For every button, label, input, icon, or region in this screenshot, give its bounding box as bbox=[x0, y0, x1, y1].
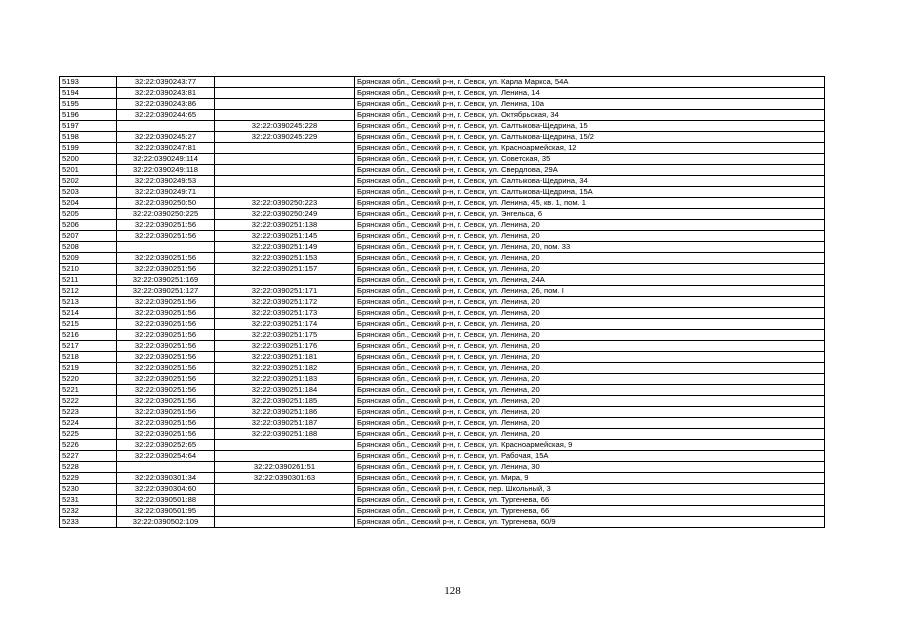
row-number-cell: 5205 bbox=[60, 209, 117, 220]
table-row bbox=[60, 209, 825, 220]
address-cell: Брянская обл., Севский р-н, г. Севск, ул. Красноармейская, 9 bbox=[355, 440, 825, 451]
address-cell: Брянская обл., Севский р-н, г. Севск, ул. Советская, 35 bbox=[355, 154, 825, 165]
cadastral-number-cell: 32:22:0390243:86 bbox=[117, 99, 215, 110]
cadastral-number-cell: 32:22:0390251:56 bbox=[117, 231, 215, 242]
cadastral-number-cell: 32:22:0390251:56 bbox=[117, 308, 215, 319]
address-cell: Брянская обл., Севский р-н, г. Севск, ул. Ленина, 20 bbox=[355, 396, 825, 407]
cadastral-number-cell: 32:22:0390501:95 bbox=[117, 506, 215, 517]
row-number-cell: 5229 bbox=[60, 473, 117, 484]
row-number-cell: 5214 bbox=[60, 308, 117, 319]
row-number-cell: 5211 bbox=[60, 275, 117, 286]
address-cell: Брянская обл., Севский р-н, г. Севск, ул. Ленина, 20 bbox=[355, 363, 825, 374]
address-cell: Брянская обл., Севский р-н, г. Севск, ул. Ленина, 26, пом. I bbox=[355, 286, 825, 297]
address-cell: Брянская обл., Севский р-н, г. Севск, ул. Ленина, 20 bbox=[355, 231, 825, 242]
table-row bbox=[60, 297, 825, 308]
object-cadastral-number-cell: 32:22:0390251:145 bbox=[215, 231, 355, 242]
address-cell: Брянская обл., Севский р-н, г. Севск, ул. Ленина, 20 bbox=[355, 352, 825, 363]
row-number-cell: 5222 bbox=[60, 396, 117, 407]
object-cadastral-number-cell: 32:22:0390250:249 bbox=[215, 209, 355, 220]
cadastral-number-cell: 32:22:0390501:88 bbox=[117, 495, 215, 506]
cadastral-number-cell bbox=[117, 462, 215, 473]
cadastral-number-cell: 32:22:0390251:56 bbox=[117, 385, 215, 396]
row-number-cell: 5232 bbox=[60, 506, 117, 517]
table-row bbox=[60, 121, 825, 132]
table-row bbox=[60, 440, 825, 451]
cadastral-number-cell: 32:22:0390251:56 bbox=[117, 407, 215, 418]
table-row bbox=[60, 253, 825, 264]
address-cell: Брянская обл., Севский р-н, г. Севск, ул. Энгельса, 6 bbox=[355, 209, 825, 220]
cadastral-number-cell: 32:22:0390251:56 bbox=[117, 330, 215, 341]
cadastral-number-cell: 32:22:0390251:56 bbox=[117, 341, 215, 352]
table-row bbox=[60, 484, 825, 495]
object-cadastral-number-cell: 32:22:0390251:176 bbox=[215, 341, 355, 352]
table-row bbox=[60, 352, 825, 363]
table-row bbox=[60, 88, 825, 99]
address-cell: Брянская обл., Севский р-н, г. Севск, ул. Ленина, 30 bbox=[355, 462, 825, 473]
table-row bbox=[60, 407, 825, 418]
row-number-cell: 5201 bbox=[60, 165, 117, 176]
object-cadastral-number-cell bbox=[215, 451, 355, 462]
row-number-cell: 5207 bbox=[60, 231, 117, 242]
cadastral-number-cell: 32:22:0390245:27 bbox=[117, 132, 215, 143]
table-row bbox=[60, 429, 825, 440]
address-cell: Брянская обл., Севский р-н, г. Севск, ул. Карла Маркса, 54А bbox=[355, 77, 825, 88]
row-number-cell: 5217 bbox=[60, 341, 117, 352]
address-cell: Брянская обл., Севский р-н, г. Севск, ул. Ленина, 20 bbox=[355, 341, 825, 352]
object-cadastral-number-cell: 32:22:0390251:188 bbox=[215, 429, 355, 440]
cadastral-number-cell: 32:22:0390251:56 bbox=[117, 220, 215, 231]
object-cadastral-number-cell: 32:22:0390251:183 bbox=[215, 374, 355, 385]
row-number-cell: 5219 bbox=[60, 363, 117, 374]
row-number-cell: 5208 bbox=[60, 242, 117, 253]
cadastral-number-cell: 32:22:0390249:114 bbox=[117, 154, 215, 165]
cadastral-number-cell: 32:22:0390247:81 bbox=[117, 143, 215, 154]
object-cadastral-number-cell bbox=[215, 495, 355, 506]
address-cell: Брянская обл., Севский р-н, г. Севск, ул. Салтыкова-Щедрина, 34 bbox=[355, 176, 825, 187]
object-cadastral-number-cell: 32:22:0390251:173 bbox=[215, 308, 355, 319]
table-row bbox=[60, 99, 825, 110]
table-row bbox=[60, 374, 825, 385]
row-number-cell: 5195 bbox=[60, 99, 117, 110]
object-cadastral-number-cell: 32:22:0390251:153 bbox=[215, 253, 355, 264]
object-cadastral-number-cell: 32:22:0390251:181 bbox=[215, 352, 355, 363]
row-number-cell: 5204 bbox=[60, 198, 117, 209]
table-row bbox=[60, 319, 825, 330]
address-cell: Брянская обл., Севский р-н, г. Севск, ул. Ленина, 20 bbox=[355, 264, 825, 275]
row-number-cell: 5226 bbox=[60, 440, 117, 451]
object-cadastral-number-cell: 32:22:0390250:223 bbox=[215, 198, 355, 209]
table-row bbox=[60, 220, 825, 231]
object-cadastral-number-cell bbox=[215, 77, 355, 88]
row-number-cell: 5198 bbox=[60, 132, 117, 143]
row-number-cell: 5216 bbox=[60, 330, 117, 341]
cadastral-number-cell: 32:22:0390251:56 bbox=[117, 429, 215, 440]
row-number-cell: 5200 bbox=[60, 154, 117, 165]
row-number-cell: 5206 bbox=[60, 220, 117, 231]
row-number-cell: 5224 bbox=[60, 418, 117, 429]
row-number-cell: 5218 bbox=[60, 352, 117, 363]
row-number-cell: 5231 bbox=[60, 495, 117, 506]
address-cell: Брянская обл., Севский р-н, г. Севск, ул. Ленина, 20 bbox=[355, 308, 825, 319]
row-number-cell: 5213 bbox=[60, 297, 117, 308]
row-number-cell: 5210 bbox=[60, 264, 117, 275]
address-cell: Брянская обл., Севский р-н, г. Севск, ул. Тургенева, 60/9 bbox=[355, 517, 825, 528]
address-cell: Брянская обл., Севский р-н, г. Севск, ул. Ленина, 14 bbox=[355, 88, 825, 99]
table-row bbox=[60, 396, 825, 407]
address-cell: Брянская обл., Севский р-н, г. Севск, ул. Свердлова, 29А bbox=[355, 165, 825, 176]
registry-table-body bbox=[60, 77, 825, 528]
table-row bbox=[60, 451, 825, 462]
address-cell: Брянская обл., Севский р-н, г. Севск, ул. Мира, 9 bbox=[355, 473, 825, 484]
address-cell: Брянская обл., Севский р-н, г. Севск, ул. Салтыкова-Щедрина, 15А bbox=[355, 187, 825, 198]
table-row bbox=[60, 418, 825, 429]
address-cell: Брянская обл., Севский р-н, г. Севск, ул. Тургенева, 66 bbox=[355, 506, 825, 517]
object-cadastral-number-cell bbox=[215, 88, 355, 99]
address-cell: Брянская обл., Севский р-н, г. Севск, ул. Ленина, 20 bbox=[355, 385, 825, 396]
row-number-cell: 5225 bbox=[60, 429, 117, 440]
address-cell: Брянская обл., Севский р-н, г. Севск, ул. Салтыкова-Щедрина, 15 bbox=[355, 121, 825, 132]
cadastral-number-cell: 32:22:0390251:56 bbox=[117, 319, 215, 330]
table-row bbox=[60, 154, 825, 165]
row-number-cell: 5193 bbox=[60, 77, 117, 88]
table-row bbox=[60, 187, 825, 198]
address-cell: Брянская обл., Севский р-н, г. Севск, ул. Ленина, 20 bbox=[355, 220, 825, 231]
table-row bbox=[60, 176, 825, 187]
cadastral-number-cell: 32:22:0390251:56 bbox=[117, 396, 215, 407]
address-cell: Брянская обл., Севский р-н, г. Севск, ул. Рабочая, 15А bbox=[355, 451, 825, 462]
table-row bbox=[60, 242, 825, 253]
object-cadastral-number-cell bbox=[215, 110, 355, 121]
object-cadastral-number-cell: 32:22:0390251:175 bbox=[215, 330, 355, 341]
row-number-cell: 5209 bbox=[60, 253, 117, 264]
row-number-cell: 5203 bbox=[60, 187, 117, 198]
table-row bbox=[60, 330, 825, 341]
address-cell: Брянская обл., Севский р-н, г. Севск, ул. Ленина, 45, кв. 1, пом. 1 bbox=[355, 198, 825, 209]
cadastral-number-cell: 32:22:0390251:56 bbox=[117, 264, 215, 275]
object-cadastral-number-cell: 32:22:0390251:157 bbox=[215, 264, 355, 275]
cadastral-number-cell: 32:22:0390252:65 bbox=[117, 440, 215, 451]
cadastral-number-cell: 32:22:0390250:225 bbox=[117, 209, 215, 220]
address-cell: Брянская обл., Севский р-н, г. Севск, ул. Ленина, 20 bbox=[355, 407, 825, 418]
row-number-cell: 5202 bbox=[60, 176, 117, 187]
registry-table bbox=[59, 76, 825, 528]
address-cell: Брянская обл., Севский р-н, г. Севск, ул. Ленина, 20 bbox=[355, 418, 825, 429]
object-cadastral-number-cell: 32:22:0390251:184 bbox=[215, 385, 355, 396]
cadastral-number-cell: 32:22:0390251:169 bbox=[117, 275, 215, 286]
table-row bbox=[60, 473, 825, 484]
cadastral-number-cell: 32:22:0390251:127 bbox=[117, 286, 215, 297]
cadastral-number-cell: 32:22:0390249:118 bbox=[117, 165, 215, 176]
address-cell: Брянская обл., Севский р-н, г. Севск, ул. Ленина, 20 bbox=[355, 330, 825, 341]
table-row bbox=[60, 143, 825, 154]
object-cadastral-number-cell: 32:22:0390251:186 bbox=[215, 407, 355, 418]
row-number-cell: 5197 bbox=[60, 121, 117, 132]
address-cell: Брянская обл., Севский р-н, г. Севск, ул. Ленина, 20 bbox=[355, 297, 825, 308]
address-cell: Брянская обл., Севский р-н, г. Севск, ул. Ленина, 20 bbox=[355, 253, 825, 264]
cadastral-number-cell: 32:22:0390244:65 bbox=[117, 110, 215, 121]
cadastral-number-cell bbox=[117, 121, 215, 132]
address-cell: Брянская обл., Севский р-н, г. Севск, пер. Школьный, 3 bbox=[355, 484, 825, 495]
object-cadastral-number-cell bbox=[215, 506, 355, 517]
address-cell: Брянская обл., Севский р-н, г. Севск, ул. Ленина, 20, пом. 33 bbox=[355, 242, 825, 253]
object-cadastral-number-cell: 32:22:0390251:187 bbox=[215, 418, 355, 429]
table-row bbox=[60, 275, 825, 286]
page-number: 128 bbox=[444, 585, 461, 597]
object-cadastral-number-cell bbox=[215, 187, 355, 198]
row-number-cell: 5194 bbox=[60, 88, 117, 99]
object-cadastral-number-cell: 32:22:0390251:174 bbox=[215, 319, 355, 330]
row-number-cell: 5212 bbox=[60, 286, 117, 297]
row-number-cell: 5233 bbox=[60, 517, 117, 528]
address-cell: Брянская обл., Севский р-н, г. Севск, ул. Красноармейская, 12 bbox=[355, 143, 825, 154]
table-row bbox=[60, 495, 825, 506]
object-cadastral-number-cell: 32:22:0390251:172 bbox=[215, 297, 355, 308]
table-row bbox=[60, 286, 825, 297]
object-cadastral-number-cell bbox=[215, 440, 355, 451]
object-cadastral-number-cell bbox=[215, 154, 355, 165]
cadastral-number-cell: 32:22:0390251:56 bbox=[117, 297, 215, 308]
cadastral-number-cell: 32:22:0390250:50 bbox=[117, 198, 215, 209]
address-cell: Брянская обл., Севский р-н, г. Севск, ул. Тургенева, 66 bbox=[355, 495, 825, 506]
table-row bbox=[60, 165, 825, 176]
table-row bbox=[60, 385, 825, 396]
cadastral-number-cell: 32:22:0390251:56 bbox=[117, 374, 215, 385]
cadastral-number-cell: 32:22:0390251:56 bbox=[117, 253, 215, 264]
object-cadastral-number-cell bbox=[215, 143, 355, 154]
address-cell: Брянская обл., Севский р-н, г. Севск, ул. Ленина, 20 bbox=[355, 374, 825, 385]
object-cadastral-number-cell: 32:22:0390261:51 bbox=[215, 462, 355, 473]
table-row bbox=[60, 506, 825, 517]
table-row bbox=[60, 231, 825, 242]
table-row bbox=[60, 132, 825, 143]
row-number-cell: 5215 bbox=[60, 319, 117, 330]
object-cadastral-number-cell: 32:22:0390245:229 bbox=[215, 132, 355, 143]
row-number-cell: 5223 bbox=[60, 407, 117, 418]
cadastral-number-cell: 32:22:0390301:34 bbox=[117, 473, 215, 484]
object-cadastral-number-cell bbox=[215, 275, 355, 286]
object-cadastral-number-cell bbox=[215, 517, 355, 528]
cadastral-number-cell bbox=[117, 242, 215, 253]
address-cell: Брянская обл., Севский р-н, г. Севск, ул. Ленина, 20 bbox=[355, 429, 825, 440]
object-cadastral-number-cell: 32:22:0390301:63 bbox=[215, 473, 355, 484]
cadastral-number-cell: 32:22:0390243:77 bbox=[117, 77, 215, 88]
cadastral-number-cell: 32:22:0390254:64 bbox=[117, 451, 215, 462]
object-cadastral-number-cell: 32:22:0390251:185 bbox=[215, 396, 355, 407]
cadastral-number-cell: 32:22:0390243:81 bbox=[117, 88, 215, 99]
address-cell: Брянская обл., Севский р-н, г. Севск, ул. Ленина, 20 bbox=[355, 319, 825, 330]
object-cadastral-number-cell bbox=[215, 176, 355, 187]
cadastral-number-cell: 32:22:0390251:56 bbox=[117, 418, 215, 429]
table-row bbox=[60, 517, 825, 528]
object-cadastral-number-cell bbox=[215, 165, 355, 176]
object-cadastral-number-cell: 32:22:0390251:182 bbox=[215, 363, 355, 374]
row-number-cell: 5227 bbox=[60, 451, 117, 462]
row-number-cell: 5196 bbox=[60, 110, 117, 121]
table-row bbox=[60, 363, 825, 374]
table-row bbox=[60, 77, 825, 88]
cadastral-number-cell: 32:22:0390251:56 bbox=[117, 363, 215, 374]
object-cadastral-number-cell: 32:22:0390245:228 bbox=[215, 121, 355, 132]
address-cell: Брянская обл., Севский р-н, г. Севск, ул. Ленина, 24А bbox=[355, 275, 825, 286]
table-row bbox=[60, 198, 825, 209]
object-cadastral-number-cell bbox=[215, 484, 355, 495]
address-cell: Брянская обл., Севский р-н, г. Севск, ул. Ленина, 10а bbox=[355, 99, 825, 110]
table-row bbox=[60, 264, 825, 275]
row-number-cell: 5230 bbox=[60, 484, 117, 495]
object-cadastral-number-cell: 32:22:0390251:149 bbox=[215, 242, 355, 253]
table-row bbox=[60, 308, 825, 319]
address-cell: Брянская обл., Севский р-н, г. Севск, ул. Салтыкова-Щедрина, 15/2 bbox=[355, 132, 825, 143]
cadastral-number-cell: 32:22:0390249:71 bbox=[117, 187, 215, 198]
row-number-cell: 5220 bbox=[60, 374, 117, 385]
table-row bbox=[60, 110, 825, 121]
row-number-cell: 5199 bbox=[60, 143, 117, 154]
cadastral-number-cell: 32:22:0390502:109 bbox=[117, 517, 215, 528]
row-number-cell: 5228 bbox=[60, 462, 117, 473]
cadastral-number-cell: 32:22:0390251:56 bbox=[117, 352, 215, 363]
object-cadastral-number-cell: 32:22:0390251:171 bbox=[215, 286, 355, 297]
cadastral-number-cell: 32:22:0390249:53 bbox=[117, 176, 215, 187]
address-cell: Брянская обл., Севский р-н, г. Севск, ул. Октябрьская, 34 bbox=[355, 110, 825, 121]
object-cadastral-number-cell bbox=[215, 99, 355, 110]
table-row bbox=[60, 462, 825, 473]
object-cadastral-number-cell: 32:22:0390251:138 bbox=[215, 220, 355, 231]
table-row bbox=[60, 341, 825, 352]
row-number-cell: 5221 bbox=[60, 385, 117, 396]
cadastral-number-cell: 32:22:0390304:60 bbox=[117, 484, 215, 495]
